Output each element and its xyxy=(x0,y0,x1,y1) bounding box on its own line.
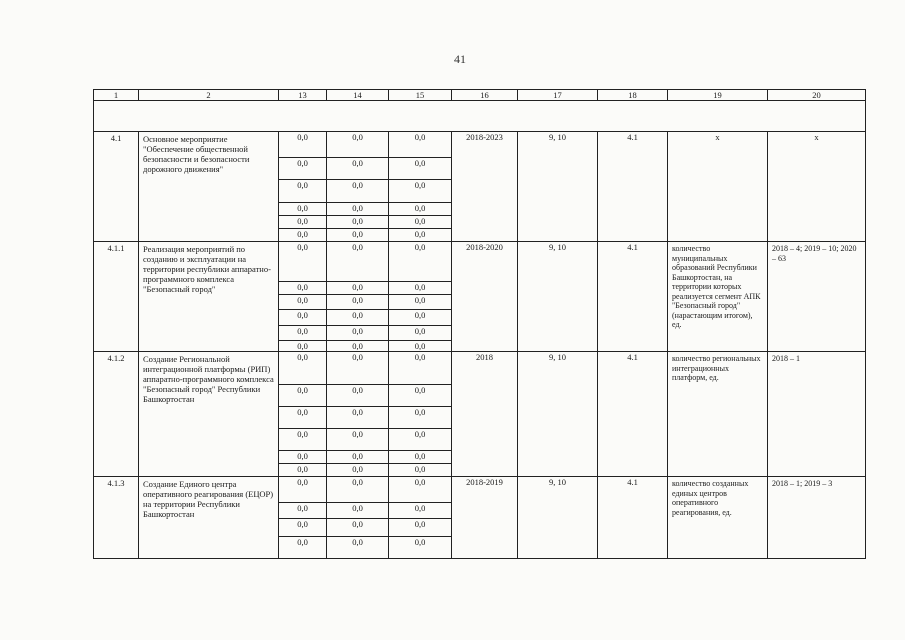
value-cell: 0,0 xyxy=(327,295,389,310)
value-cell: 0,0 xyxy=(389,407,452,429)
value-cell: 0,0 xyxy=(389,203,452,216)
value-cell: 0,0 xyxy=(279,385,327,407)
row-code: 4.1 xyxy=(94,132,139,242)
value-cell: 0,0 xyxy=(279,229,327,242)
value-cell: 0,0 xyxy=(279,519,327,537)
value-cell: 0,0 xyxy=(327,310,389,326)
value-cell: 0,0 xyxy=(279,295,327,310)
row-name: Создание Единого центра оперативного реагирования (ЕЦОР) на территории Республики Башкортостан xyxy=(139,477,279,559)
value-cell: 0,0 xyxy=(279,216,327,229)
col17-cell: 9, 10 xyxy=(518,132,598,242)
header-cell: 17 xyxy=(518,90,598,101)
value-cell: 0,0 xyxy=(389,519,452,537)
value-cell: 0,0 xyxy=(389,282,452,295)
value-cell: 0,0 xyxy=(279,203,327,216)
col17-cell: 9, 10 xyxy=(518,352,598,477)
value-cell: 0,0 xyxy=(327,537,389,559)
period-cell: 2018-2020 xyxy=(452,242,518,352)
value-cell: 0,0 xyxy=(279,341,327,352)
value-cell: 0,0 xyxy=(327,180,389,203)
value-cell: 0,0 xyxy=(327,503,389,519)
period-cell: 2018-2019 xyxy=(452,477,518,559)
value-cell: 0,0 xyxy=(327,477,389,503)
value-cell: 0,0 xyxy=(327,407,389,429)
value-cell: 0,0 xyxy=(279,158,327,180)
indicator-cell: количество региональных интеграционных платформ, ед. xyxy=(668,352,768,477)
row-code: 4.1.1 xyxy=(94,242,139,352)
value-cell: 0,0 xyxy=(327,341,389,352)
period-cell: 2018-2023 xyxy=(452,132,518,242)
target-cell: 2018 – 4; 2019 – 10; 2020 – 63 xyxy=(768,242,866,352)
section-spacer-row xyxy=(94,101,866,132)
value-cell: 0,0 xyxy=(279,407,327,429)
value-cell: 0,0 xyxy=(327,385,389,407)
indicator-cell: количество созданных единых центров оперативного реагирования, ед. xyxy=(668,477,768,559)
row-code: 4.1.2 xyxy=(94,352,139,477)
indicator-cell: количество муниципальных образований Республики Башкортостан, на территории которых реализуется сегмент АПК "Безопасный город" (нарастающим итогом), ед. xyxy=(668,242,768,352)
value-cell: 0,0 xyxy=(279,537,327,559)
value-cell: 0,0 xyxy=(327,429,389,451)
value-cell: 0,0 xyxy=(389,310,452,326)
value-cell: 0,0 xyxy=(389,352,452,385)
header-cell: 18 xyxy=(598,90,668,101)
value-cell: 0,0 xyxy=(389,464,452,477)
header-cell: 14 xyxy=(327,90,389,101)
col17-cell: 9, 10 xyxy=(518,477,598,559)
value-cell: 0,0 xyxy=(279,180,327,203)
header-cell: 2 xyxy=(139,90,279,101)
value-cell: 0,0 xyxy=(279,282,327,295)
col18-cell: 4.1 xyxy=(598,352,668,477)
value-cell: 0,0 xyxy=(389,229,452,242)
header-cell: 13 xyxy=(279,90,327,101)
value-cell: 0,0 xyxy=(279,132,327,158)
target-cell: 2018 – 1 xyxy=(768,352,866,477)
row-name: Основное мероприятие "Обеспечение общественной безопасности и безопасности дорожного движения" xyxy=(139,132,279,242)
indicator-cell: х xyxy=(668,132,768,242)
value-cell: 0,0 xyxy=(327,132,389,158)
value-cell: 0,0 xyxy=(279,326,327,341)
value-cell: 0,0 xyxy=(279,429,327,451)
value-cell: 0,0 xyxy=(327,203,389,216)
value-cell: 0,0 xyxy=(279,464,327,477)
col18-cell: 4.1 xyxy=(598,477,668,559)
value-cell: 0,0 xyxy=(389,132,452,158)
row-code: 4.1.3 xyxy=(94,477,139,559)
value-cell: 0,0 xyxy=(279,310,327,326)
target-cell: 2018 – 1; 2019 – 3 xyxy=(768,477,866,559)
value-cell: 0,0 xyxy=(327,216,389,229)
value-cell: 0,0 xyxy=(389,537,452,559)
header-cell: 20 xyxy=(768,90,866,101)
value-cell: 0,0 xyxy=(389,295,452,310)
value-cell: 0,0 xyxy=(327,352,389,385)
value-cell: 0,0 xyxy=(389,503,452,519)
col18-cell: 4.1 xyxy=(598,132,668,242)
value-cell: 0,0 xyxy=(389,477,452,503)
period-cell: 2018 xyxy=(452,352,518,477)
header-cell: 16 xyxy=(452,90,518,101)
value-cell: 0,0 xyxy=(327,282,389,295)
header-cell: 19 xyxy=(668,90,768,101)
value-cell: 0,0 xyxy=(279,477,327,503)
value-cell: 0,0 xyxy=(389,180,452,203)
table-row xyxy=(94,352,866,385)
value-cell: 0,0 xyxy=(279,242,327,282)
value-cell: 0,0 xyxy=(389,216,452,229)
value-cell: 0,0 xyxy=(327,158,389,180)
value-cell: 0,0 xyxy=(327,242,389,282)
value-cell: 0,0 xyxy=(327,451,389,464)
col18-cell: 4.1 xyxy=(598,242,668,352)
value-cell: 0,0 xyxy=(279,503,327,519)
value-cell: 0,0 xyxy=(327,464,389,477)
value-cell: 0,0 xyxy=(389,326,452,341)
value-cell: 0,0 xyxy=(389,158,452,180)
program-table xyxy=(93,89,866,559)
value-cell: 0,0 xyxy=(327,519,389,537)
target-cell: х xyxy=(768,132,866,242)
value-cell: 0,0 xyxy=(327,326,389,341)
table-row xyxy=(94,477,866,503)
col17-cell: 9, 10 xyxy=(518,242,598,352)
value-cell: 0,0 xyxy=(279,451,327,464)
header-row xyxy=(94,90,866,101)
row-name: Создание Региональной интеграционной платформы (РИП) аппаратно-программного комплекса "Безопасный город" Республики Башкортостан xyxy=(139,352,279,477)
value-cell: 0,0 xyxy=(389,385,452,407)
value-cell: 0,0 xyxy=(389,341,452,352)
row-name: Реализация мероприятий по созданию и эксплуатации на территории республики аппаратно-программного комплекса "Безопасный город" xyxy=(139,242,279,352)
page-number: 41 xyxy=(454,52,466,66)
value-cell: 0,0 xyxy=(279,352,327,385)
header-cell: 1 xyxy=(94,90,139,101)
header-cell: 15 xyxy=(389,90,452,101)
table-row xyxy=(94,242,866,282)
table-row xyxy=(94,132,866,158)
value-cell: 0,0 xyxy=(327,229,389,242)
value-cell: 0,0 xyxy=(389,429,452,451)
value-cell: 0,0 xyxy=(389,451,452,464)
value-cell: 0,0 xyxy=(389,242,452,282)
